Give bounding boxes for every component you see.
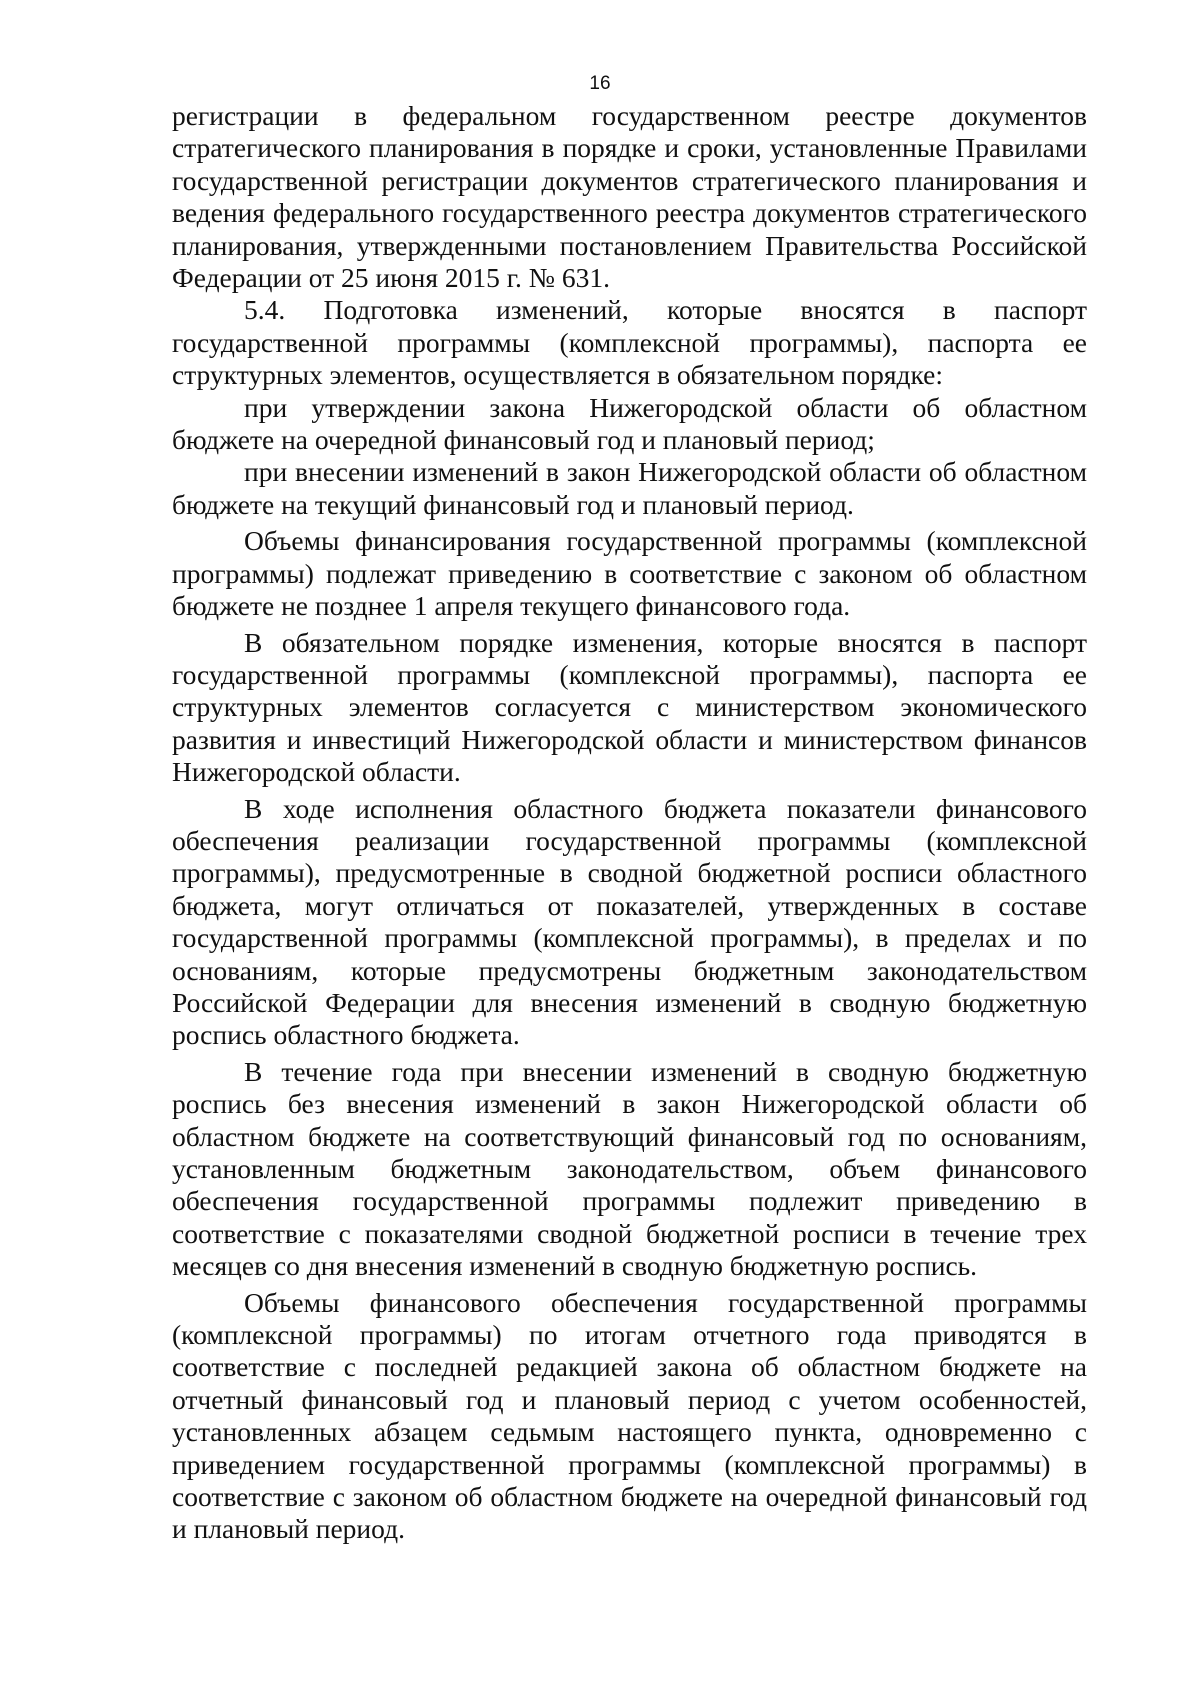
paragraph-continuation: регистрации в федеральном государственном реестре документов стратегического планирования в порядке и сроки, установленные Правилами государственной регистрации документов стратегического планирования и ведения федерального государственного реестра документов стратегического планирования, утвержденными постановлением Правительства Российской Федерации от 25 июня 2015 г. № 631. xyxy=(172,100,1087,294)
paragraph-list-item: при внесении изменений в закон Нижегородской области об областном бюджете на текущий финансовый год и плановый период. xyxy=(172,456,1087,520)
paragraph-list-item: при утверждении закона Нижегородской области об областном бюджете на очередной финансовый год и плановый период; xyxy=(172,391,1087,456)
paragraph-5-4: 5.4. Подготовка изменений, которые вносятся в паспорт государственной программы (комплексной программы), паспорта ее структурных элементов, осуществляется в обязательном порядке: xyxy=(172,294,1087,391)
page-number: 16 xyxy=(589,73,611,94)
paragraph: В течение года при внесении изменений в сводную бюджетную роспись без внесения изменений в закон Нижегородской области об областном бюджете на соответствующий финансовый год по основаниям, установленным бюджетным законодательством, объем финансового обеспечения государственной программы подлежит приведению в соответствие с показателями сводной бюджетной росписи в течение трех месяцев со дня внесения изменений в сводную бюджетную роспись. xyxy=(172,1055,1087,1282)
paragraph: Объемы финансового обеспечения государственной программы (комплексной программы) по итогам отчетного года приводятся в соответствие с последней редакцией закона об областном бюджете на отчетный финансовый год и плановый период с учетом особенностей, установленных абзацем седьмым настоящего пункта, одновременно с приведением государственной программы (комплексной программы) в соответствие с законом об областном бюджете на очередной финансовый год и плановый период. xyxy=(172,1286,1087,1545)
document-body xyxy=(172,100,1087,1546)
paragraph: Объемы финансирования государственной программы (комплексной программы) подлежат приведению в соответствие с законом об областном бюджете не позднее 1 апреля текущего финансового года. xyxy=(172,525,1087,622)
paragraph: В ходе исполнения областного бюджета показатели финансового обеспечения реализации государственной программы (комплексной программы), предусмотренные в сводной бюджетной росписи областного бюджета, могут отличаться от показателей, утвержденных в составе государственной программы (комплексной программы), в пределах и по основаниям, которые предусмотрены бюджетным законодательством Российской Федерации для внесения изменений в сводную бюджетную роспись областного бюджета. xyxy=(172,792,1087,1051)
paragraph: В обязательном порядке изменения, которые вносятся в паспорт государственной программы (комплексной программы), паспорта ее структурных элементов согласуется с министерством экономического развития и инвестиций Нижегородской области и министерством финансов Нижегородской области. xyxy=(172,626,1087,788)
